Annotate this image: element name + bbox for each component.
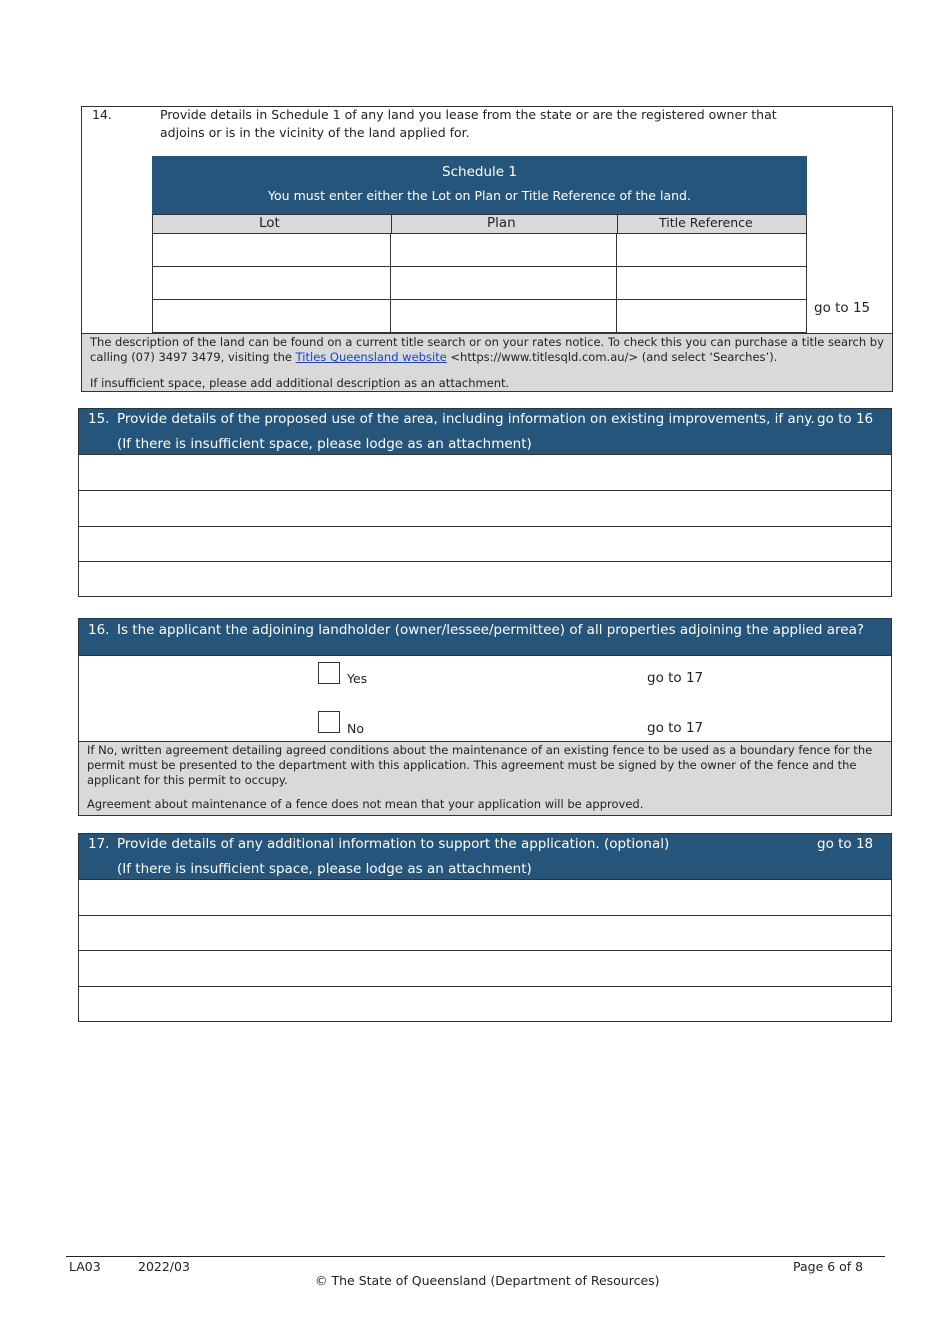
no-label: No bbox=[347, 721, 364, 736]
yes-goto: go to 17 bbox=[647, 670, 704, 686]
q17-answer-line2[interactable] bbox=[79, 915, 891, 950]
footer-version: 2022/03 bbox=[138, 1259, 190, 1274]
q15-answer-line3[interactable] bbox=[79, 526, 891, 561]
lot-input-row2[interactable] bbox=[152, 266, 391, 300]
q14-goto: go to 15 bbox=[814, 300, 871, 316]
schedule-subtitle: You must enter either the Lot on Plan or Title Reference of the land. bbox=[268, 188, 691, 203]
q17-question: Provide details of any additional information to support the application. (optional) bbox=[117, 836, 670, 852]
q17-answer-line4[interactable] bbox=[79, 986, 891, 1021]
q16-number: 16. bbox=[88, 622, 110, 638]
q17-number: 17. bbox=[88, 836, 110, 852]
q14-question-line1: Provide details in Schedule 1 of any land you lease from the state or are the registered owner that bbox=[160, 107, 777, 122]
no-goto: go to 17 bbox=[647, 720, 704, 736]
lot-input-row3[interactable] bbox=[152, 299, 391, 333]
plan-input-row2[interactable] bbox=[390, 266, 617, 300]
footer-copyright: © The State of Queensland (Department of Resources) bbox=[315, 1273, 660, 1288]
q17-answer-line3[interactable] bbox=[79, 950, 891, 986]
q15-question: Provide details of the proposed use of the area, including information on existing improvements, if any. bbox=[117, 411, 815, 427]
q16-question: Is the applicant the adjoining landholder (owner/lessee/permittee) of all properties adjoining the applied area? bbox=[117, 622, 865, 638]
title-reference-input-row1[interactable] bbox=[616, 233, 807, 267]
q14-question-line2: adjoins or is in the vicinity of the land applied for. bbox=[160, 125, 470, 140]
q14-note-text1: The description of the land can be found on a current title search or on your rates notice. To check this you can purchase a title search by calling (07) 3497 3479, visiting the bbox=[90, 335, 884, 364]
schedule-column-headers bbox=[152, 214, 807, 234]
plan-input-row3[interactable] bbox=[390, 299, 617, 333]
yes-label: Yes bbox=[347, 671, 368, 686]
q15-answer-line1[interactable] bbox=[79, 454, 891, 490]
q16-header bbox=[79, 619, 891, 655]
q16-note-text1: If No, written agreement detailing agreed conditions about the maintenance of an existing fence to be used as a boundary fence for the permit must be presented to the department with this application. This agreement must be signed by the owner of the fence and the applicant for this permit to occupy. bbox=[87, 743, 873, 787]
no-checkbox[interactable] bbox=[318, 711, 340, 733]
q15-header bbox=[79, 409, 891, 454]
title-reference-input-row2[interactable] bbox=[616, 266, 807, 300]
q14-note bbox=[82, 333, 892, 391]
q17-section bbox=[78, 833, 892, 1022]
q14-note-text2: <https://www.titlesqld.com.au/> (and select ‘Searches’). bbox=[446, 350, 778, 364]
q15-goto: go to 16 bbox=[817, 411, 874, 427]
column-header-title-reference: Title Reference bbox=[659, 215, 753, 230]
q15-section bbox=[78, 408, 892, 597]
q16-note bbox=[79, 741, 891, 815]
q17-subtext: (If there is insufficient space, please lodge as an attachment) bbox=[117, 861, 532, 877]
q15-answer-line2[interactable] bbox=[79, 490, 891, 526]
footer-page-number: Page 6 of 8 bbox=[793, 1259, 864, 1274]
q17-answer-line1[interactable] bbox=[79, 879, 891, 915]
q15-answer-line4[interactable] bbox=[79, 561, 891, 596]
q14-number: 14. bbox=[92, 107, 112, 122]
yes-checkbox[interactable] bbox=[318, 662, 340, 684]
title-reference-input-row3[interactable] bbox=[616, 299, 807, 333]
q14-section bbox=[81, 106, 893, 392]
q14-note-line3: If insufficient space, please add additional description as an attachment. bbox=[90, 376, 510, 390]
column-header-lot: Lot bbox=[259, 215, 280, 231]
plan-input-row1[interactable] bbox=[390, 233, 617, 267]
q15-subtext: (If there is insufficient space, please lodge as an attachment) bbox=[117, 436, 532, 452]
q16-note-text2: Agreement about maintenance of a fence does not mean that your application will be approved. bbox=[87, 797, 644, 811]
lot-input-row1[interactable] bbox=[152, 233, 391, 267]
footer-form-code: LA03 bbox=[69, 1259, 101, 1274]
q17-goto: go to 18 bbox=[817, 836, 874, 852]
column-header-plan: Plan bbox=[487, 215, 516, 231]
q16-section bbox=[78, 618, 892, 816]
q15-number: 15. bbox=[88, 411, 110, 427]
titles-queensland-link[interactable]: Titles Queensland website bbox=[295, 350, 447, 364]
schedule-header bbox=[152, 156, 807, 214]
schedule-title: Schedule 1 bbox=[442, 164, 517, 180]
q17-header bbox=[79, 834, 891, 879]
footer-divider bbox=[66, 1256, 885, 1257]
